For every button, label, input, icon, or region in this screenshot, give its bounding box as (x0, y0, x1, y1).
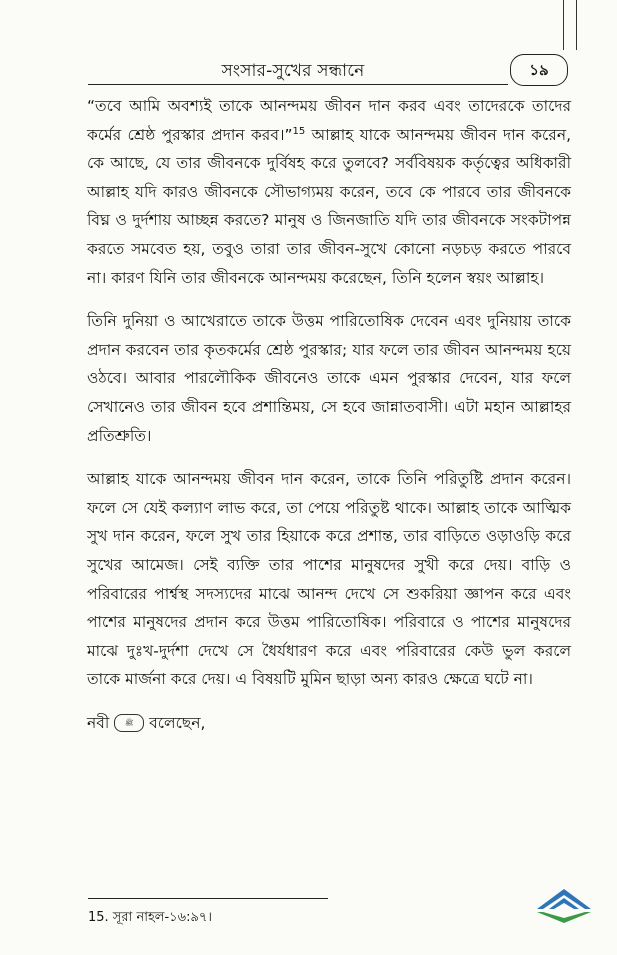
publisher-logo-icon (533, 885, 595, 925)
page-number-badge: ১৯ (510, 54, 568, 86)
header-title: সংসার-সুখের সন্ধানে (221, 61, 365, 81)
salutation-icon: ﷺ (114, 714, 144, 732)
footnote-text: 15. সূরা নাহল-১৬:৯৭। (88, 910, 212, 925)
closing-suffix: বলেছেন, (144, 713, 206, 732)
closing-prefix: নবী (87, 713, 115, 732)
logo-green-chevron (537, 912, 591, 923)
paragraph-1-quote: “তবে আমি অবশ্যই তাকে আনন্দময় জীবন দান করব এবং তাদেরকে তাদের কর্মের শ্রেষ্ঠ পুরস্কার প্রদান করব।” (87, 97, 571, 144)
paragraph-2: তিনি দুনিয়া ও আখেরাতে তাকে উত্তম পারিতোষিক দেবেন এবং দুনিয়ায় তাকে প্রদান করবেন তার কৃতকর্মের শ্রেষ্ঠ পুরস্কার; যার ফলে তার জীবন আনন্দময় হয়ে ওঠবে। আবার পারলৌকিক জীবনেও তাকে এমন পুরস্কার দেবেন, যার ফলে সেখানেও তার জীবন হবে প্রশান্তিময়, সে হবে জান্নাতবাসী। এটা মহান আল্লাহর প্রতিশ্রুতি। (87, 312, 571, 445)
closing-line (87, 709, 571, 738)
bookmark-ribbon-mark (563, 0, 577, 50)
header-divider (88, 84, 508, 85)
paragraph-1-rest: আল্লাহ যাকে আনন্দময় জীবন দান করেন, কে আছে, যে তার জীবনকে দুর্বিষহ করে তুলবে? সর্ববিষয়ক কর্তৃত্বের অধিকারী আল্লাহ যদি কারও জীবনকে সৌভাগ্যময় করেন, তবে কে পারবে তার জীবনকে বিঘ্ন ও দুর্দশায় আচ্ছন্ন করতে? মানুষ ও জিনজাতি যদি তার জীবনকে সংকটাপন্ন করতে সমবেত হয়, তবুও তারা তার জীবন-সুখে কোনো নড়চড় করতে পারবে না। কারণ যিনি তার জীবনকে আনন্দময় করেছেন, তিনি হলেন স্বয়ং আল্লাহ। (87, 125, 571, 287)
main-text (87, 92, 571, 752)
running-header (88, 54, 568, 88)
footnote-ref[interactable]: 15 (292, 125, 306, 137)
paragraph-1 (87, 92, 571, 292)
footnote-divider (88, 898, 328, 899)
paragraph-3: আল্লাহ যাকে আনন্দময় জীবন দান করেন, তাকে তিনি পরিতুষ্টি প্রদান করেন। ফলে সে যেই কল্যাণ লাভ করে, তা পেয়ে পরিতুষ্ট থাকে। আল্লাহ তাকে আত্মিক সুখ দান করেন, ফলে সুখ তার হিয়াকে করে প্রশান্ত, তার বাড়িতে ওড়াওড়ি করে সুখের আমেজ। সেই ব্যক্তি তার পাশের মানুষদের সুখী করে দেয়। বাড়ি ও পরিবারের পার্শ্বস্থ সদস্যদের মাঝে আনন্দ দেখে সে শুকরিয়া জ্ঞাপন করে এবং পাশের মানুষদের প্রদান করে উত্তম পারিতোষিক। পরিবারে ও পাশের মানুষদের মাঝে দুঃখ-দুর্দশা দেখে সে ধৈর্যধারণ করে এবং পরিবারের কেউ ভুল করলে তাকে মার্জনা করে দেয়। এ বিষয়টি মুমিন ছাড়া অন্য কারও ক্ষেত্রে ঘটে না। (87, 470, 571, 689)
